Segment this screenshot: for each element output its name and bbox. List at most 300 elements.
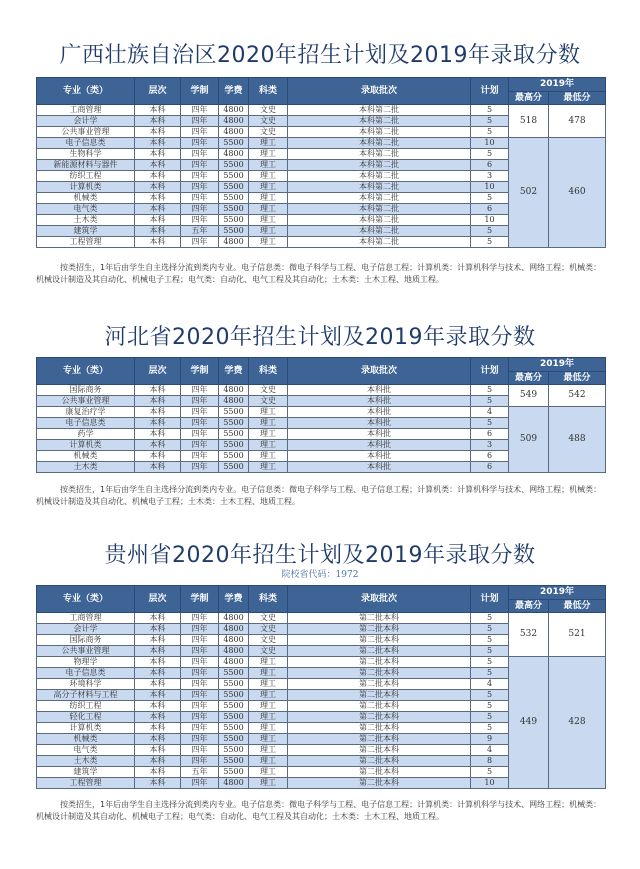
cell-min-score: 478 [549,105,606,138]
cell-level: 本科 [135,712,181,723]
cell-category: 理工 [249,440,288,451]
cell-duration: 四年 [181,407,219,418]
cell-level: 本科 [135,396,181,407]
cell-duration: 四年 [181,462,219,473]
header-year: 2019年 [509,78,606,92]
cell-plan: 5 [471,646,509,657]
cell-tuition: 4800 [219,646,249,657]
cell-major: 康复治疗学 [37,407,135,418]
cell-batch: 第二批本科 [288,668,471,679]
table-hebei [36,357,606,473]
cell-batch: 本科第二批 [288,138,471,149]
cell-batch: 本科第二批 [288,149,471,160]
header-plan: 计划 [471,586,509,613]
cell-min-score: 521 [549,613,606,657]
cell-tuition: 5500 [219,690,249,701]
cell-duration: 四年 [181,646,219,657]
cell-batch: 第二批本科 [288,613,471,624]
cell-category: 理工 [249,418,288,429]
cell-tuition: 4800 [219,657,249,668]
section-title: 贵州省2020年招生计划及2019年录取分数 [104,543,536,568]
cell-batch: 第二批本科 [288,657,471,668]
cell-plan: 6 [471,160,509,171]
cell-major: 会计学 [37,624,135,635]
cell-batch: 第二批本科 [288,712,471,723]
cell-major: 计算机类 [37,440,135,451]
cell-min-score: 488 [549,407,606,473]
cell-duration: 五年 [181,767,219,778]
cell-plan: 5 [471,723,509,734]
cell-level: 本科 [135,690,181,701]
cell-level: 本科 [135,451,181,462]
header-level: 层次 [135,586,181,613]
cell-category: 文史 [249,116,288,127]
cell-category: 理工 [249,204,288,215]
header-max-score: 最高分 [509,600,549,613]
cell-batch: 本科第二批 [288,226,471,237]
cell-major: 工商管理 [37,613,135,624]
cell-category: 理工 [249,745,288,756]
cell-major: 国际商务 [37,385,135,396]
header-min-score: 最低分 [549,372,606,385]
school-code: 院校省代码：1972 [281,570,359,580]
cell-duration: 四年 [181,701,219,712]
cell-batch: 本科第二批 [288,182,471,193]
cell-category: 理工 [249,226,288,237]
cell-duration: 四年 [181,635,219,646]
header-min-score: 最低分 [549,92,606,105]
cell-major: 纺织工程 [37,701,135,712]
header-batch: 录取批次 [288,78,471,105]
cell-level: 本科 [135,149,181,160]
cell-duration: 四年 [181,418,219,429]
cell-category: 理工 [249,668,288,679]
cell-major: 建筑学 [37,767,135,778]
cell-duration: 四年 [181,679,219,690]
header-year: 2019年 [509,586,606,600]
cell-duration: 四年 [181,127,219,138]
cell-duration: 四年 [181,756,219,767]
header-level: 层次 [135,78,181,105]
cell-tuition: 5500 [219,701,249,712]
cell-plan: 5 [471,385,509,396]
cell-duration: 四年 [181,204,219,215]
table-row [37,613,606,624]
cell-duration: 四年 [181,624,219,635]
cell-tuition: 4800 [219,613,249,624]
cell-tuition: 5500 [219,429,249,440]
cell-max-score: 549 [509,385,549,407]
cell-major: 物理学 [37,657,135,668]
header-duration: 学制 [181,78,219,105]
cell-plan: 6 [471,451,509,462]
cell-plan: 6 [471,462,509,473]
cell-major: 土木类 [37,215,135,226]
table-row [37,657,606,668]
header-plan: 计划 [471,358,509,385]
header-tuition: 学费 [219,586,249,613]
cell-level: 本科 [135,160,181,171]
header-batch: 录取批次 [288,358,471,385]
cell-max-score: 518 [509,105,549,138]
header-duration: 学制 [181,586,219,613]
cell-batch: 本科第二批 [288,193,471,204]
cell-level: 本科 [135,624,181,635]
cell-plan: 5 [471,105,509,116]
cell-category: 文史 [249,613,288,624]
cell-batch: 本科第二批 [288,237,471,248]
cell-plan: 5 [471,668,509,679]
header-batch: 录取批次 [288,586,471,613]
cell-category: 理工 [249,149,288,160]
cell-category: 理工 [249,138,288,149]
cell-category: 理工 [249,701,288,712]
cell-category: 理工 [249,182,288,193]
cell-duration: 四年 [181,237,219,248]
cell-duration: 四年 [181,690,219,701]
cell-tuition: 4800 [219,116,249,127]
cell-plan: 5 [471,613,509,624]
cell-plan: 5 [471,237,509,248]
cell-category: 文史 [249,624,288,635]
cell-level: 本科 [135,215,181,226]
cell-plan: 5 [471,690,509,701]
cell-category: 理工 [249,451,288,462]
cell-major: 工程管理 [37,778,135,789]
cell-batch: 第二批本科 [288,767,471,778]
cell-plan: 5 [471,418,509,429]
cell-plan: 5 [471,635,509,646]
cell-category: 文史 [249,127,288,138]
cell-tuition: 4800 [219,624,249,635]
cell-duration: 四年 [181,105,219,116]
cell-batch: 本科第二批 [288,171,471,182]
section-hebei [0,320,640,351]
cell-category: 文史 [249,635,288,646]
cell-major: 电气类 [37,745,135,756]
cell-plan: 8 [471,756,509,767]
cell-level: 本科 [135,778,181,789]
cell-plan: 5 [471,127,509,138]
cell-batch: 第二批本科 [288,723,471,734]
cell-level: 本科 [135,745,181,756]
cell-level: 本科 [135,385,181,396]
cell-plan: 5 [471,712,509,723]
cell-duration: 四年 [181,657,219,668]
cell-duration: 四年 [181,451,219,462]
cell-tuition: 5500 [219,204,249,215]
cell-category: 理工 [249,679,288,690]
cell-batch: 本科第二批 [288,105,471,116]
cell-level: 本科 [135,193,181,204]
cell-tuition: 4800 [219,149,249,160]
header-category: 科类 [249,586,288,613]
cell-category: 理工 [249,160,288,171]
cell-tuition: 5500 [219,160,249,171]
cell-batch: 第二批本科 [288,734,471,745]
section-guizhou [0,538,640,581]
cell-major: 公共事业管理 [37,127,135,138]
section-title: 河北省2020年招生计划及2019年录取分数 [104,325,536,350]
cell-plan: 3 [471,171,509,182]
cell-tuition: 4800 [219,778,249,789]
cell-major: 国际商务 [37,635,135,646]
cell-batch: 本科第二批 [288,116,471,127]
cell-plan: 10 [471,138,509,149]
cell-category: 理工 [249,237,288,248]
cell-plan: 4 [471,407,509,418]
cell-plan: 5 [471,767,509,778]
cell-major: 建筑学 [37,226,135,237]
cell-level: 本科 [135,701,181,712]
cell-duration: 四年 [181,193,219,204]
cell-level: 本科 [135,226,181,237]
cell-duration: 四年 [181,116,219,127]
cell-major: 工商管理 [37,105,135,116]
cell-duration: 四年 [181,396,219,407]
cell-plan: 10 [471,182,509,193]
header-category: 科类 [249,358,288,385]
section-title: 广西壮族自治区2020年招生计划及2019年录取分数 [59,43,581,68]
cell-tuition: 5500 [219,215,249,226]
cell-plan: 5 [471,624,509,635]
table-guangxi [36,77,606,248]
cell-major: 公共事业管理 [37,396,135,407]
cell-batch: 本科批 [288,396,471,407]
cell-tuition: 4800 [219,635,249,646]
cell-category: 理工 [249,690,288,701]
cell-major: 会计学 [37,116,135,127]
header-max-score: 最高分 [509,372,549,385]
cell-max-score: 532 [509,613,549,657]
cell-major: 生物科学 [37,149,135,160]
cell-major: 土木类 [37,756,135,767]
cell-major: 电子信息类 [37,138,135,149]
cell-level: 本科 [135,635,181,646]
cell-level: 本科 [135,171,181,182]
cell-tuition: 5500 [219,138,249,149]
cell-category: 理工 [249,767,288,778]
cell-batch: 第二批本科 [288,624,471,635]
cell-category: 理工 [249,407,288,418]
cell-level: 本科 [135,723,181,734]
table-row [37,385,606,396]
cell-batch: 本科批 [288,451,471,462]
cell-level: 本科 [135,429,181,440]
cell-level: 本科 [135,204,181,215]
cell-tuition: 5500 [219,407,249,418]
cell-major: 环境科学 [37,679,135,690]
cell-major: 新能源材料与器件 [37,160,135,171]
cell-level: 本科 [135,668,181,679]
cell-duration: 四年 [181,723,219,734]
header-major: 专业（类） [37,586,135,613]
cell-tuition: 5500 [219,171,249,182]
cell-category: 理工 [249,429,288,440]
cell-tuition: 5500 [219,767,249,778]
cell-tuition: 4800 [219,385,249,396]
header-max-score: 最高分 [509,92,549,105]
cell-tuition: 4800 [219,237,249,248]
header-plan: 计划 [471,78,509,105]
cell-level: 本科 [135,182,181,193]
cell-plan: 6 [471,204,509,215]
cell-major: 计算机类 [37,182,135,193]
cell-batch: 本科批 [288,418,471,429]
cell-max-score: 509 [509,407,549,473]
cell-major: 电子信息类 [37,668,135,679]
cell-plan: 5 [471,226,509,237]
cell-category: 文史 [249,105,288,116]
header-major: 专业（类） [37,358,135,385]
header-major: 专业（类） [37,78,135,105]
cell-batch: 本科批 [288,385,471,396]
header-tuition: 学费 [219,78,249,105]
cell-major: 机械类 [37,451,135,462]
cell-level: 本科 [135,767,181,778]
cell-major: 土木类 [37,462,135,473]
cell-tuition: 5500 [219,226,249,237]
cell-level: 本科 [135,734,181,745]
cell-duration: 四年 [181,712,219,723]
cell-major: 机械类 [37,193,135,204]
cell-category: 理工 [249,712,288,723]
cell-batch: 第二批本科 [288,745,471,756]
cell-tuition: 5500 [219,723,249,734]
cell-duration: 四年 [181,160,219,171]
cell-max-score: 502 [509,138,549,248]
cell-tuition: 5500 [219,712,249,723]
cell-plan: 3 [471,440,509,451]
cell-category: 文史 [249,396,288,407]
cell-batch: 第二批本科 [288,701,471,712]
cell-level: 本科 [135,679,181,690]
table-row [37,407,606,418]
cell-major: 纺织工程 [37,171,135,182]
cell-plan: 5 [471,657,509,668]
cell-category: 理工 [249,193,288,204]
header-duration: 学制 [181,358,219,385]
cell-level: 本科 [135,127,181,138]
cell-major: 机械类 [37,734,135,745]
cell-category: 理工 [249,171,288,182]
cell-duration: 四年 [181,668,219,679]
section-guangxi [0,38,640,69]
cell-min-score: 428 [549,657,606,789]
cell-tuition: 5500 [219,440,249,451]
cell-duration: 四年 [181,385,219,396]
cell-major: 电气类 [37,204,135,215]
cell-category: 理工 [249,462,288,473]
cell-batch: 本科批 [288,440,471,451]
cell-duration: 五年 [181,226,219,237]
cell-tuition: 4800 [219,396,249,407]
header-min-score: 最低分 [549,600,606,613]
cell-category: 理工 [249,778,288,789]
cell-tuition: 5500 [219,418,249,429]
cell-tuition: 5500 [219,745,249,756]
cell-plan: 9 [471,734,509,745]
cell-major: 公共事业管理 [37,646,135,657]
cell-duration: 四年 [181,182,219,193]
cell-batch: 第二批本科 [288,646,471,657]
cell-max-score: 449 [509,657,549,789]
cell-tuition: 5500 [219,462,249,473]
cell-batch: 第二批本科 [288,756,471,767]
cell-batch: 本科批 [288,407,471,418]
cell-batch: 本科第二批 [288,127,471,138]
cell-batch: 本科第二批 [288,215,471,226]
cell-major: 高分子材料与工程 [37,690,135,701]
cell-plan: 4 [471,679,509,690]
cell-duration: 四年 [181,778,219,789]
cell-tuition: 5500 [219,182,249,193]
cell-category: 文史 [249,385,288,396]
cell-tuition: 4800 [219,127,249,138]
cell-major: 工程管理 [37,237,135,248]
cell-tuition: 5500 [219,734,249,745]
header-year: 2019年 [509,358,606,372]
cell-level: 本科 [135,440,181,451]
cell-duration: 四年 [181,215,219,226]
cell-level: 本科 [135,237,181,248]
cell-level: 本科 [135,116,181,127]
cell-tuition: 5500 [219,668,249,679]
cell-category: 理工 [249,723,288,734]
cell-batch: 第二批本科 [288,690,471,701]
cell-min-score: 542 [549,385,606,407]
header-tuition: 学费 [219,358,249,385]
cell-batch: 本科第二批 [288,204,471,215]
cell-level: 本科 [135,407,181,418]
cell-tuition: 4800 [219,105,249,116]
cell-level: 本科 [135,462,181,473]
section-note: 按类招生，1年后由学生自主选择分流到类内专业。电子信息类：微电子科学与工程、电子信息工程；计算机类：计算机科学与技术、网络工程；机械类：机械设计制造及其自动化、机械电子工程；电气类：自动化、电气工程及其自动化；土木类：土木工程、地质工程。 [36,263,602,284]
cell-tuition: 5500 [219,679,249,690]
cell-level: 本科 [135,657,181,668]
cell-category: 理工 [249,657,288,668]
cell-batch: 本科批 [288,462,471,473]
table-row [37,138,606,149]
cell-plan: 10 [471,215,509,226]
cell-duration: 四年 [181,734,219,745]
cell-category: 理工 [249,756,288,767]
cell-major: 计算机类 [37,723,135,734]
cell-batch: 第二批本科 [288,679,471,690]
cell-plan: 5 [471,116,509,127]
cell-plan: 6 [471,429,509,440]
cell-major: 电子信息类 [37,418,135,429]
cell-major: 药学 [37,429,135,440]
cell-min-score: 460 [549,138,606,248]
cell-tuition: 5500 [219,193,249,204]
cell-level: 本科 [135,105,181,116]
cell-category: 理工 [249,215,288,226]
cell-plan: 5 [471,701,509,712]
cell-tuition: 5500 [219,756,249,767]
cell-batch: 第二批本科 [288,778,471,789]
cell-category: 理工 [249,734,288,745]
header-category: 科类 [249,78,288,105]
cell-level: 本科 [135,138,181,149]
cell-major: 轻化工程 [37,712,135,723]
cell-batch: 本科批 [288,429,471,440]
cell-level: 本科 [135,756,181,767]
cell-duration: 四年 [181,171,219,182]
cell-plan: 5 [471,193,509,204]
header-level: 层次 [135,358,181,385]
cell-duration: 四年 [181,440,219,451]
